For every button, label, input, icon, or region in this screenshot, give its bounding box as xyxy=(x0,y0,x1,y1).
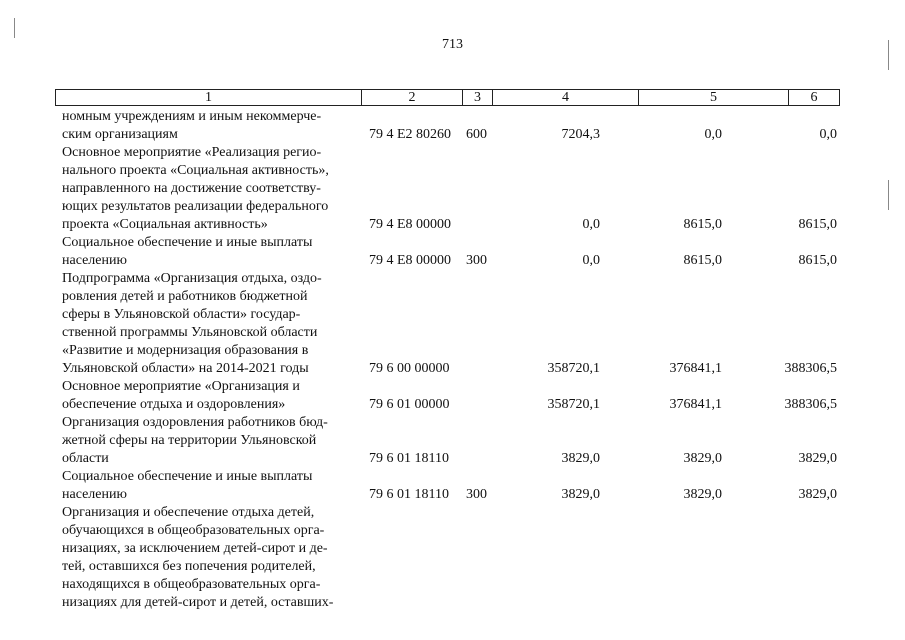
table-header-row xyxy=(55,89,840,106)
column-header: 4 xyxy=(493,90,639,105)
table-row xyxy=(0,234,905,270)
table-row xyxy=(0,378,905,414)
scan-edge-mark xyxy=(14,18,15,38)
row-name-line: обеспечение отдыха и оздоровления» xyxy=(62,397,286,412)
row-name-line: номным учреждениям и иным некоммерче- xyxy=(62,109,322,124)
row-value-2021: 388306,5 xyxy=(784,361,837,376)
row-value-2021: 8615,0 xyxy=(798,253,837,268)
row-value-2020: 8615,0 xyxy=(683,217,722,232)
row-value-2020: 376841,1 xyxy=(669,361,722,376)
table-row xyxy=(0,270,905,378)
row-name-line: ственной программы Ульяновской области xyxy=(62,325,318,340)
row-value-2019: 0,0 xyxy=(582,253,600,268)
row-value-2019: 0,0 xyxy=(582,217,600,232)
row-name-line: обучающихся в общеобразовательных орга- xyxy=(62,523,325,538)
scan-edge-mark xyxy=(888,40,889,70)
column-header: 6 xyxy=(810,90,818,105)
row-name-line: «Развитие и модернизация образования в xyxy=(62,343,309,358)
row-name-line: Подпрограмма «Организация отдыха, оздо- xyxy=(62,271,322,286)
table-row xyxy=(0,414,905,468)
table-row xyxy=(0,144,905,234)
row-type: 600 xyxy=(466,127,487,142)
row-name xyxy=(62,144,359,234)
row-name xyxy=(62,270,359,378)
row-name-line: низациях, за исключением детей-сирот и де- xyxy=(62,541,328,556)
column-header: 1 xyxy=(56,90,362,105)
row-name-line: области xyxy=(62,451,109,466)
row-value-2020: 8615,0 xyxy=(683,253,722,268)
row-value-2021: 3829,0 xyxy=(798,451,837,466)
row-value-2021: 388306,5 xyxy=(784,397,837,412)
row-name-line: Социальное обеспечение и иные выплаты xyxy=(62,235,313,250)
row-value-2019: 7204,3 xyxy=(561,127,600,142)
row-value-2021: 0,0 xyxy=(819,127,837,142)
row-name xyxy=(62,414,359,468)
row-name-line: нального проекта «Социальная активность», xyxy=(62,163,329,178)
row-value-2021: 8615,0 xyxy=(798,217,837,232)
column-header: 2 xyxy=(362,90,463,105)
row-name-line: Организация оздоровления работников бюд- xyxy=(62,415,328,430)
row-name xyxy=(62,108,359,144)
row-value-2020: 3829,0 xyxy=(683,451,722,466)
row-value-2019: 3829,0 xyxy=(561,451,600,466)
table-row xyxy=(0,468,905,504)
row-name-line: ским организациям xyxy=(62,127,178,142)
row-name-line: населению xyxy=(62,487,127,502)
row-name-line: ющих результатов реализации федерального xyxy=(62,199,329,214)
row-name-line: Организация и обеспечение отдыха детей, xyxy=(62,505,315,520)
row-name xyxy=(62,468,359,504)
row-value-2020: 0,0 xyxy=(704,127,722,142)
row-name xyxy=(62,378,359,414)
row-type: 300 xyxy=(466,253,487,268)
row-value-2019: 358720,1 xyxy=(547,361,600,376)
row-code: 79 6 01 18110 xyxy=(369,451,449,466)
row-name-line: сферы в Ульяновской области» государ- xyxy=(62,307,301,322)
row-name-line: Ульяновской области» на 2014-2021 годы xyxy=(62,361,309,376)
row-name-line: направленного на достижение соответству- xyxy=(62,181,321,196)
row-name xyxy=(62,504,359,612)
row-name-line: Основное мероприятие «Организация и xyxy=(62,379,300,394)
row-name-line: Социальное обеспечение и иные выплаты xyxy=(62,469,313,484)
column-header: 3 xyxy=(463,90,493,105)
row-name-line: находящихся в общеобразовательных орга- xyxy=(62,577,321,592)
row-value-2019: 3829,0 xyxy=(561,487,600,502)
row-name-line: населению xyxy=(62,253,127,268)
row-name-line: Основное мероприятие «Реализация регио- xyxy=(62,145,322,160)
row-name-line: проекта «Социальная активность» xyxy=(62,217,268,232)
row-code: 79 4 E8 00000 xyxy=(369,217,452,232)
row-code: 79 6 01 18110 xyxy=(369,487,449,502)
table-body xyxy=(0,108,905,612)
row-code: 79 6 01 00000 xyxy=(369,397,450,412)
row-value-2020: 376841,1 xyxy=(669,397,722,412)
row-code: 79 6 00 00000 xyxy=(369,361,450,376)
row-name xyxy=(62,234,359,270)
row-name-line: жетной сферы на территории Ульяновской xyxy=(62,433,317,448)
row-value-2020: 3829,0 xyxy=(683,487,722,502)
row-value-2019: 358720,1 xyxy=(547,397,600,412)
column-header: 5 xyxy=(639,90,789,105)
page-number: 713 xyxy=(442,37,463,52)
row-code: 79 4 E2 80260 xyxy=(369,127,452,142)
row-name-line: низациях для детей-сирот и детей, оставших- xyxy=(62,595,334,610)
row-code: 79 4 E8 00000 xyxy=(369,253,452,268)
table-row xyxy=(0,108,905,144)
row-type: 300 xyxy=(466,487,487,502)
row-value-2021: 3829,0 xyxy=(798,487,837,502)
row-name-line: ровления детей и работников бюджетной xyxy=(62,289,308,304)
row-name-line: тей, оставшихся без попечения родителей, xyxy=(62,559,316,574)
table-row xyxy=(0,504,905,612)
